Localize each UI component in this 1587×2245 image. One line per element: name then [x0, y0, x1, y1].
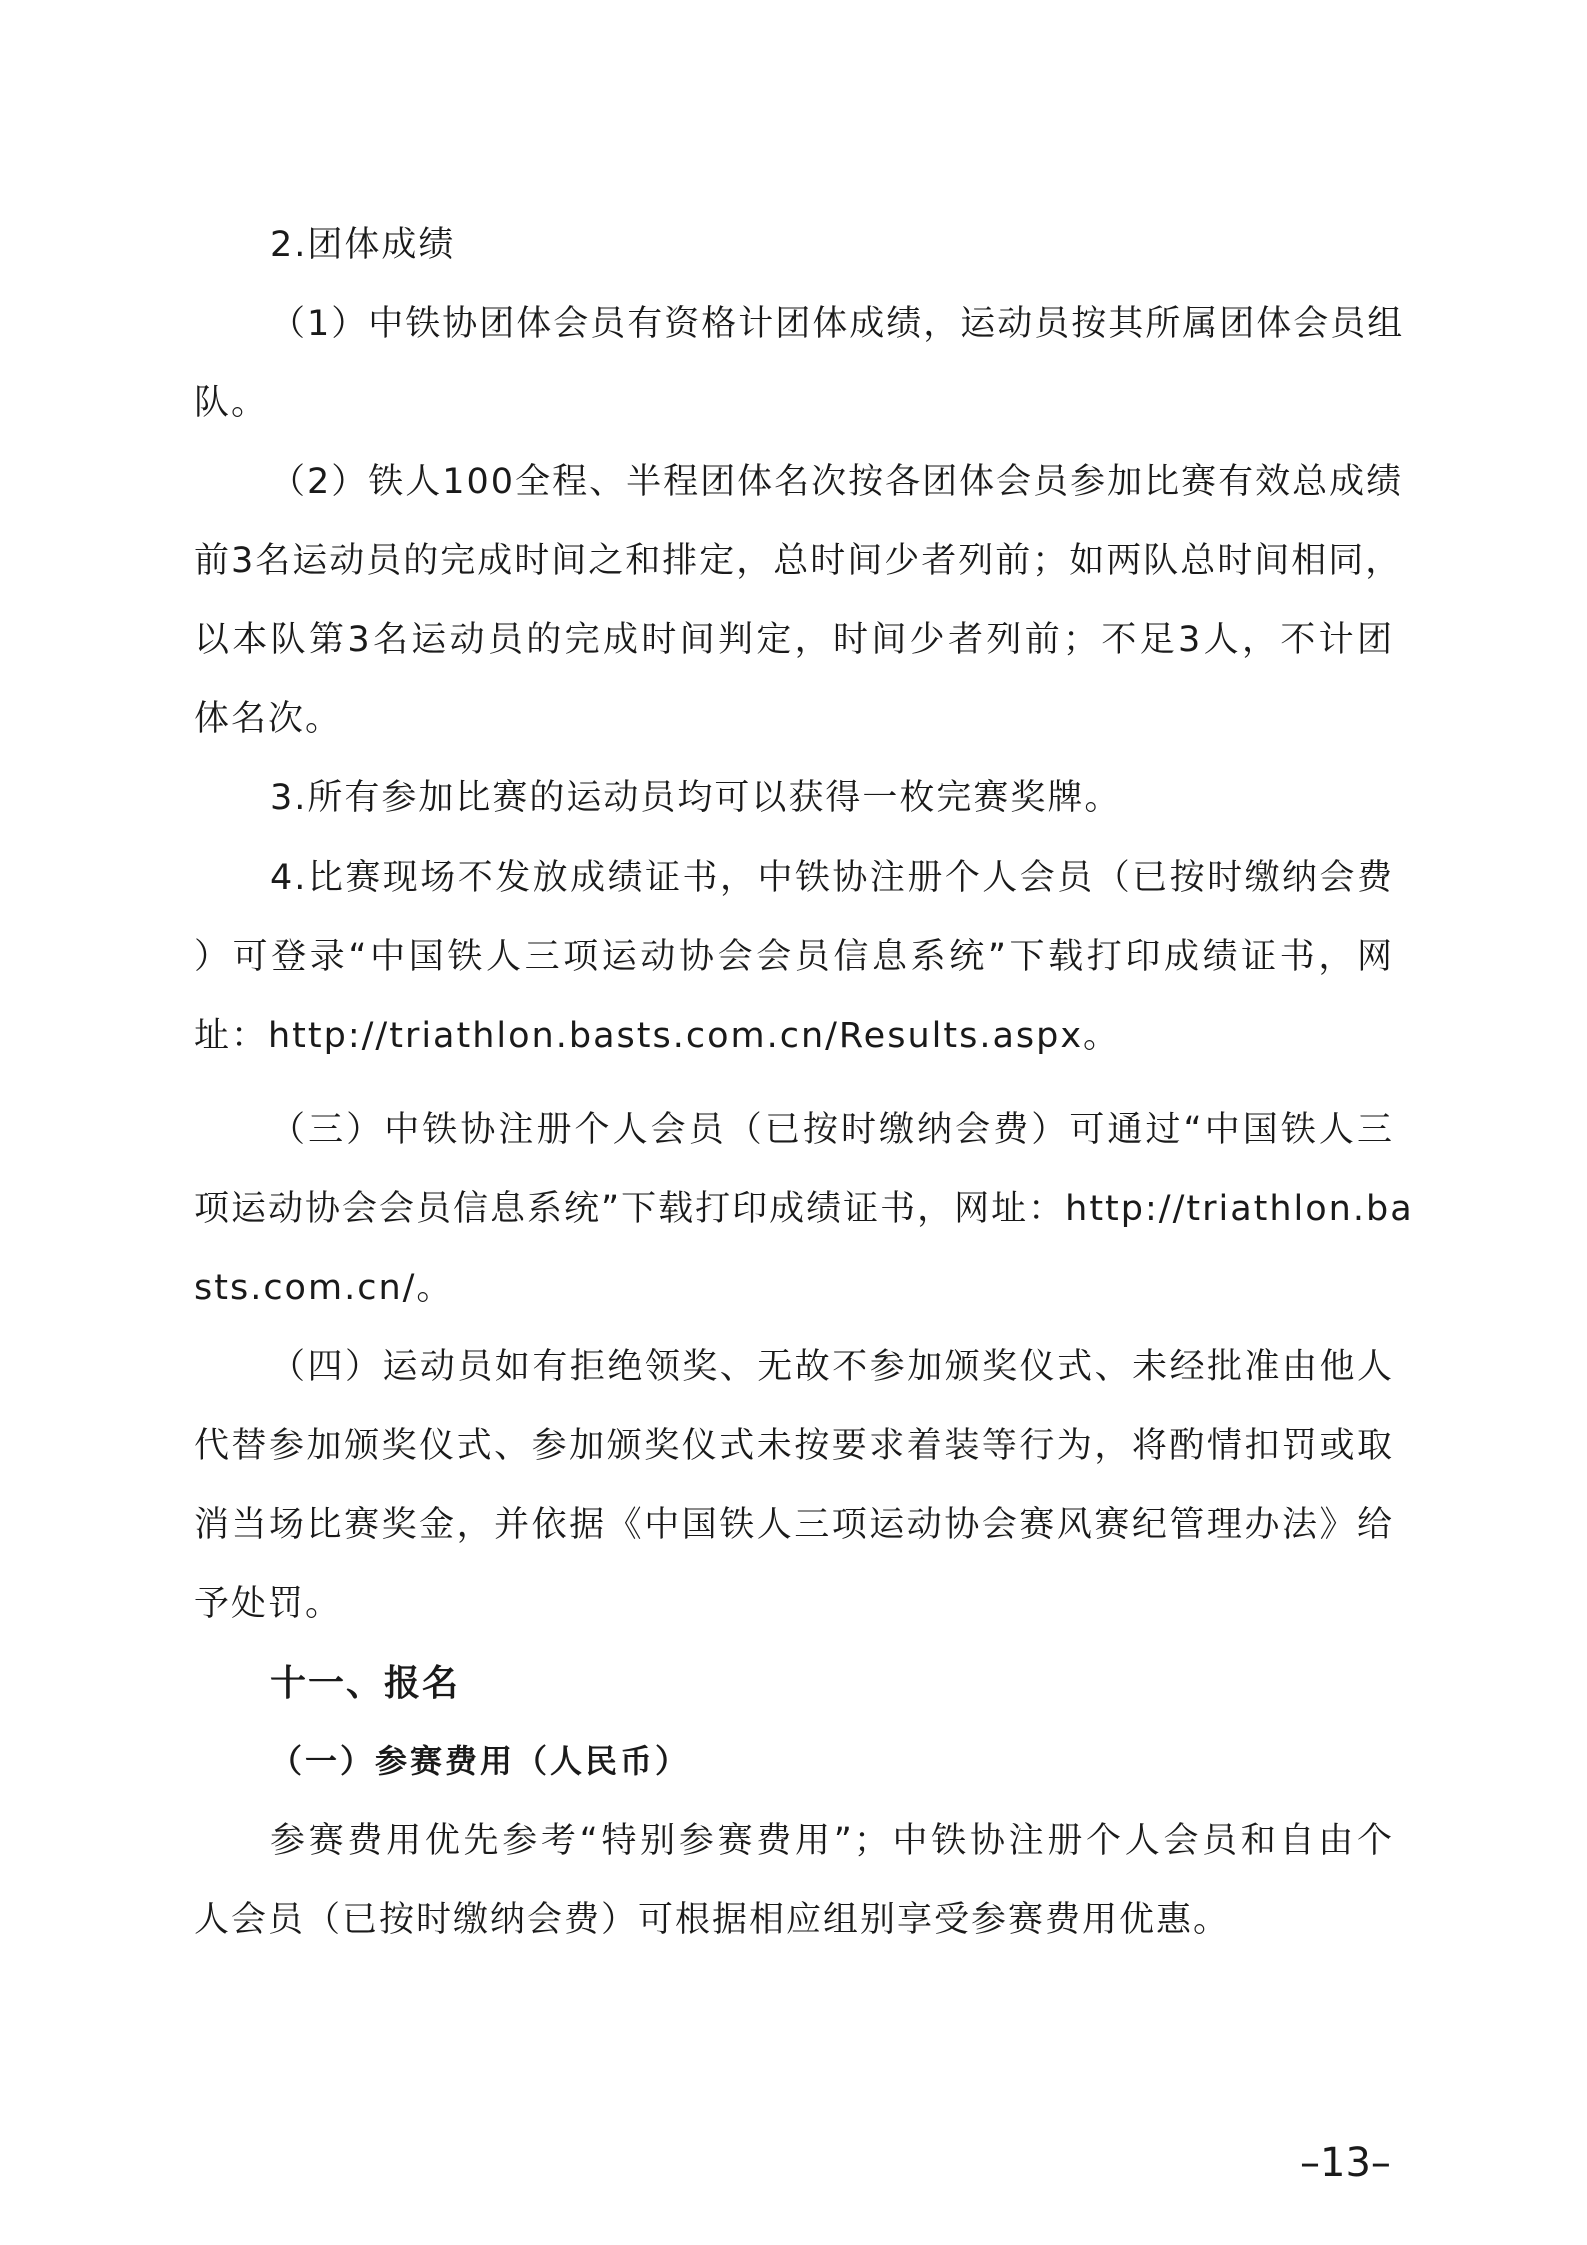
paragraph-member-download-line-1: （三）中铁协注册个人会员（已按时缴纳会费）可通过“中国铁人三 [270, 1110, 1394, 1150]
section-heading-registration: 十一、报名 [270, 1663, 461, 1704]
paragraph-award-penalty-line-1: （四）运动员如有拒绝领奖、无故不参加颁奖仪式、未经批准由他人 [270, 1347, 1394, 1387]
page-number: –13– [1300, 2140, 1391, 2186]
paragraph-certificate-line-1: 4.比赛现场不发放成绩证书，中铁协注册个人会员（已按时缴纳会费 [270, 858, 1394, 898]
paragraph-award-penalty-line-2: 代替参加颁奖仪式、参加颁奖仪式未按要求着装等行为，将酌情扣罚或取 [194, 1426, 1394, 1466]
paragraph-member-download-line-3: sts.com.cn/。 [194, 1268, 454, 1308]
paragraph-finisher-medal: 3.所有参加比赛的运动员均可以获得一枚完赛奖牌。 [270, 778, 1122, 818]
paragraph-team-ranking-line-1: （2）铁人100全程、半程团体名次按各团体会员参加比赛有效总成绩 [270, 462, 1404, 502]
paragraph-team-eligibility-line-2: 队。 [194, 383, 269, 423]
subsection-heading-entry-fee: （一）参赛费用（人民币） [270, 1742, 691, 1780]
paragraph-award-penalty-line-4: 予处罚。 [194, 1584, 343, 1624]
paragraph-team-eligibility-line-1: （1）中铁协团体会员有资格计团体成绩，运动员按其所属团体会员组 [270, 304, 1405, 344]
section-team-results-title: 2.团体成绩 [270, 225, 456, 265]
paragraph-certificate-line-3: 址：http://triathlon.basts.com.cn/Results.aspx。 [194, 1016, 1121, 1056]
paragraph-team-ranking-line-4: 体名次。 [194, 699, 343, 739]
paragraph-team-ranking-line-2: 前3名运动员的完成时间之和排定，总时间少者列前；如两队总时间相同， [194, 541, 1403, 581]
paragraph-award-penalty-line-3: 消当场比赛奖金，并依据《中国铁人三项运动协会赛风赛纪管理办法》给 [194, 1505, 1394, 1545]
paragraph-certificate-line-2: ）可登录“中国铁人三项运动协会会员信息系统”下载打印成绩证书，网 [194, 937, 1394, 977]
paragraph-fee-discount-line-2: 人会员（已按时缴纳会费）可根据相应组别享受参赛费用优惠。 [194, 1900, 1231, 1940]
paragraph-member-download-line-2: 项运动协会会员信息系统”下载打印成绩证书，网址：http://triathlon.ba [194, 1189, 1414, 1229]
paragraph-team-ranking-line-3: 以本队第3名运动员的完成时间判定，时间少者列前；不足3人，不计团 [194, 620, 1394, 660]
paragraph-fee-discount-line-1: 参赛费用优先参考“特别参赛费用”；中铁协注册个人会员和自由个 [270, 1821, 1394, 1861]
